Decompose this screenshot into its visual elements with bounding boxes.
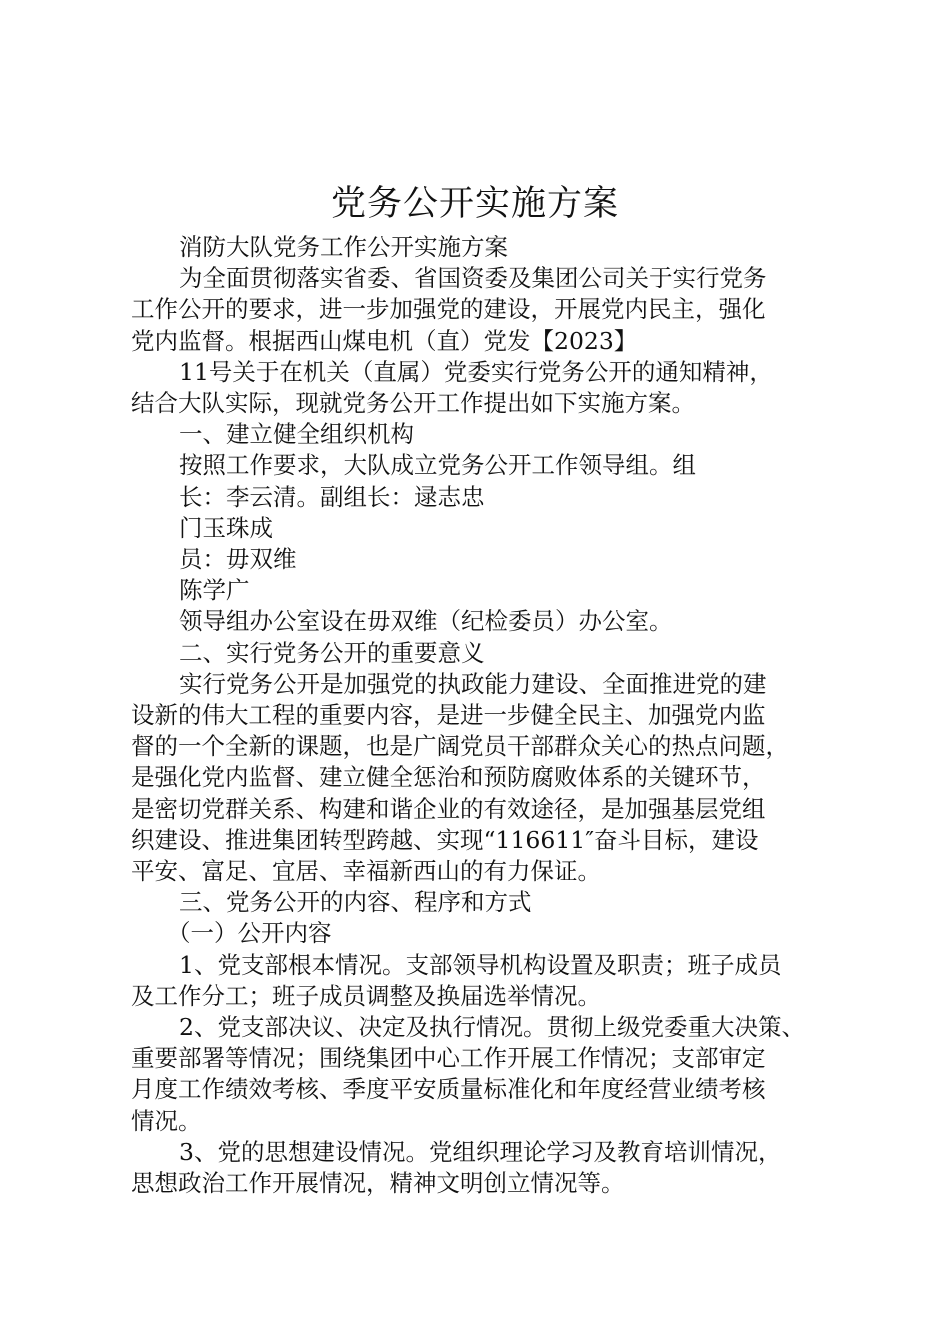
paragraph-line: 织建设、推进集团转型跨越、实现“116611″奋斗目标，建设 — [131, 825, 759, 854]
paragraph-line: 是强化党内监督、建立健全惩治和预防腐败体系的关键环节， — [131, 763, 766, 792]
paragraph-line: 工作公开的要求，进一步加强党的建设，开展党内民主，强化 — [131, 295, 766, 324]
paragraph-line: 为全面贯彻落实省委、省国资委及集团公司关于实行党务 — [179, 264, 767, 293]
paragraph-line: 月度工作绩效考核、季度平安质量标准化和年度经营业绩考核 — [131, 1075, 766, 1104]
paragraph-line: 督的一个全新的课题，也是广阔党员干部群众关心的热点问题， — [131, 732, 789, 761]
section-heading: 二、实行党务公开的重要意义 — [179, 638, 485, 667]
paragraph-line: 实行党务公开是加强党的执政能力建设、全面推进党的建 — [179, 669, 767, 698]
paragraph-line: 及工作分工；班子成员调整及换届选举情况。 — [131, 981, 601, 1010]
paragraph-line: 1、党支部根本情况。支部领导机构设置及职责；班子成员 — [179, 950, 782, 979]
section-heading: 三、党务公开的内容、程序和方式 — [179, 888, 532, 917]
paragraph-line: 11号关于在机关（直属）党委实行党务公开的通知精神， — [179, 357, 773, 386]
paragraph-line: 重要部署等情况；围绕集团中心工作开展工作情况；支部审定 — [131, 1044, 766, 1073]
paragraph-line: 平安、富足、宜居、幸福新西山的有力保证。 — [131, 857, 601, 886]
paragraph-line: 领导组办公室设在毋双维（纪检委员）办公室。 — [179, 607, 673, 636]
paragraph-line: 门玉珠成 — [179, 513, 273, 542]
document-title: 党务公开实施方案 — [330, 184, 619, 224]
paragraph-line: 设新的伟大工程的重要内容，是进一步健全民主、加强党内监 — [131, 701, 766, 730]
paragraph-line: 党内监督。根据西山煤电机（直）党发【2023】 — [131, 326, 638, 355]
paragraph-line: 2、党支部决议、决定及执行情况。贯彻上级党委重大决策、 — [179, 1013, 805, 1042]
subsection-heading: （一）公开内容 — [167, 919, 332, 948]
section-heading: 一、建立健全组织机构 — [179, 420, 414, 449]
paragraph-line: 陈学广 — [179, 576, 250, 605]
document-body — [131, 232, 831, 1199]
paragraph-line: 思想政治工作开展情况，精神文明创立情况等。 — [131, 1169, 625, 1198]
paragraph-line: 情况。 — [131, 1106, 202, 1135]
subtitle-line: 消防大队党务工作公开实施方案 — [179, 233, 508, 261]
paragraph-line: 按照工作要求，大队成立党务公开工作领导组。组 — [179, 451, 696, 480]
paragraph-line: 长：李云清。副组长：逯志忠 — [179, 482, 485, 511]
paragraph-line: 员：毋双维 — [179, 545, 297, 574]
paragraph-line: 3、党的思想建设情况。党组织理论学习及教育培训情况， — [179, 1137, 782, 1166]
paragraph-line: 结合大队实际，现就党务公开工作提出如下实施方案。 — [131, 389, 695, 418]
paragraph-line: 是密切党群关系、构建和谐企业的有效途径，是加强基层党组 — [131, 794, 766, 823]
